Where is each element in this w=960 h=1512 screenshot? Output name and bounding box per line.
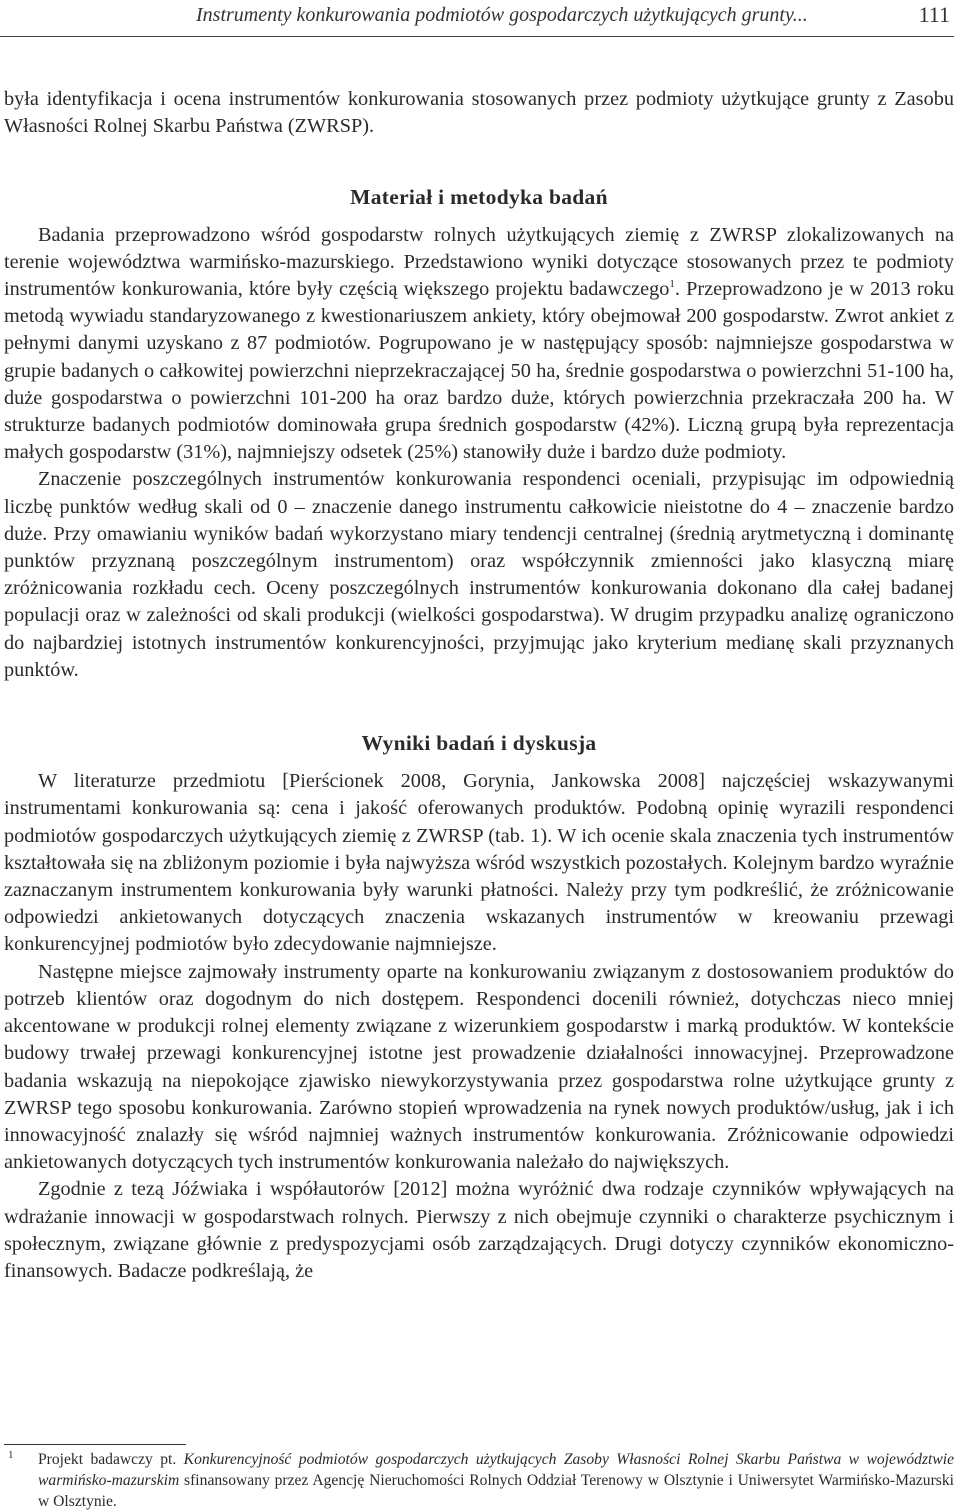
- footnote-divider: [4, 1444, 186, 1445]
- section-heading-results-discussion: Wyniki badań i dyskusja: [361, 731, 597, 756]
- page-number: 111: [918, 2, 950, 27]
- footnote: [4, 1449, 954, 1512]
- paragraph: Zgodnie z tezą Jóźwiaka i współautorów [2012] można wyróżnić dwa rodzaje czynników wpływających na wdrażanie innowacji w gospodarstwach rolnych. Pierwszy z nich obejmuje czynniki o charakterze psychicznym i społecznym, związane głównie z predyspozycjami osób zarządzających. Drugi dotyczy czynników ekonomiczno-finansowych. Badacze podkreślają, że: [4, 1178, 954, 1282]
- paragraph: Następne miejsce zajmowały instrumenty oparte na konkurowaniu związanym z dostosowaniem produktów do potrzeb klientów oraz dogodnym do nich dostępem. Respondenci docenili również, dotychczas nieco mniej akcentowane w produkcji rolnej elementy związane z wizerunkiem gospodarstw i marką produktów. W kontekście budowy trwałej przewagi konkurencyjnej istotne jest prowadzenie działalności innowacyjnej. Przeprowadzone badania wskazują na niepokojące zjawisko niewykorzystywania przez gospodarstwa rolne użytkujące grunty z ZWRSP tego sposobu konkurowania. Zarówno stopień wprowadzenia na rynek nowych produktów/usług, jak i ich innowacyjność znalazły się wśród najmniej ważnych instrumentów konkurowania. Zróżnicowanie odpowiedzi ankietowanych dotyczących tych instrumentów konkurowania należało do największych.: [4, 960, 954, 1174]
- footnote-number: 1: [8, 1449, 14, 1461]
- running-header: [0, 2, 954, 37]
- footnote-lead: Projekt badawczy pt.: [38, 1451, 184, 1468]
- footnote-project-title: Konkurencyjność podmiotów gospodarczych użytkujących Zasoby Własności Rolnej Skarbu Państwa w województwie warmińsko-mazurskim: [38, 1451, 954, 1489]
- intro-paragraph: była identyfikacja i ocena instrumentów konkurowania stosowanych przez podmioty użytkujące grunty z Zasobu Własności Rolnej Skarbu Państwa (ZWRSP).: [4, 88, 954, 138]
- paragraph-text: . Przeprowadzono je w 2013 roku metodą wywiadu standaryzowanego z kwestionariuszem ankiety, który obejmował 200 gospodarstw. Zwrot ankiet z pełnymi danymi uzyskano z 87 podmiotów. Pogrupowano je w następujący sposób: najmniejsze gospodarstwa w grupie badanych o całkowitej powierzchni nieprzekraczającej 50 ha, średnie gospodarstwa o powierzchni 51-100 ha, duże gospodarstwa o powierzchni 101-200 ha oraz bardzo duże, których powierzchnia przekraczała 200 ha. W strukturze badanych podmiotów dominowała grupa średnich gospodarstw (42%). Liczną grupą była reprezentacja małych gospodarstw (31%), najmniejszy odsetek (25%) stanowiły duże i bardzo duże podmioty.: [4, 278, 954, 464]
- main-text: [4, 86, 954, 1285]
- footnote-text: [38, 1449, 954, 1512]
- paragraph: W literaturze przedmiotu [Pierścionek 2008, Gorynia, Jankowska 2008] najczęściej wskazywanymi instrumentami konkurowania są: cena i jakość oferowanych produktów. Podobną opinię wyrazili respondenci podmiotów gospodarczych użytkujących ziemię z ZWRSP (tab. 1). W ich ocenie skala znaczenia tych instrumentów kształtowała się na zbliżonym poziomie i była najwyższa wśród wszystkich pozostałych. Kolejnym bardzo wyraźnie zaznaczanym instrumentem konkurowania były warunki płatności. Należy przy tym podkreślić, że zróżnicowanie odpowiedzi ankietowanych dotyczących znaczenia wskazanych instrumentów w kreowaniu przewagi konkurencyjnej podmiotów było zdecydowanie najmniejsze.: [4, 770, 954, 956]
- footnote-reference[interactable]: 1: [669, 278, 675, 291]
- paragraph-text: Badania przeprowadzono wśród gospodarstw rolnych użytkujących ziemię z ZWRSP zlokalizowanych na terenie województwa warmińsko-mazurskiego. Przedstawiono wyniki dotyczące stosowanych przez te podmioty instrumentów konkurowania, które były częścią większego projektu badawczego: [4, 223, 954, 301]
- paragraph: [4, 222, 954, 467]
- paragraph: Znaczenie poszczególnych instrumentów konkurowania respondenci oceniali, przypisując im odpowiednią liczbę punktów według skali od 0 – znaczenie danego instrumentu całkowicie nieistotne do 4 – znaczenie bardzo duże. Przy omawianiu wyników badań wykorzystano miary tendencji centralnej (średnią arytmetyczną i dominantę punktów przyznaną poszczególnym instrumentom) oraz współczynnik zmienności jako klasyczną miarę zróżnicowania rozkładu cech. Oceny poszczególnych instrumentów konkurowania dokonano dla całej badanej populacji oraz w zależności od skali produkcji (wielkości gospodarstwa). W drugim przypadku analizę ograniczono do najbardziej istotnych instrumentów konkurencyjności, przyjmując jako kryterium medianę skali przyznanych punktów.: [4, 468, 954, 681]
- section-heading-material-methods: Materiał i metodyka badań: [350, 185, 608, 210]
- running-head-title: Instrumenty konkurowania podmiotów gospodarczych użytkujących grunty...: [196, 4, 808, 26]
- footnote-rest: sfinansowany przez Agencję Nieruchomości Rolnych Oddział Terenowy w Olsztynie i Uniwersytet Warmińsko-Mazurski w Olsztynie.: [38, 1472, 954, 1510]
